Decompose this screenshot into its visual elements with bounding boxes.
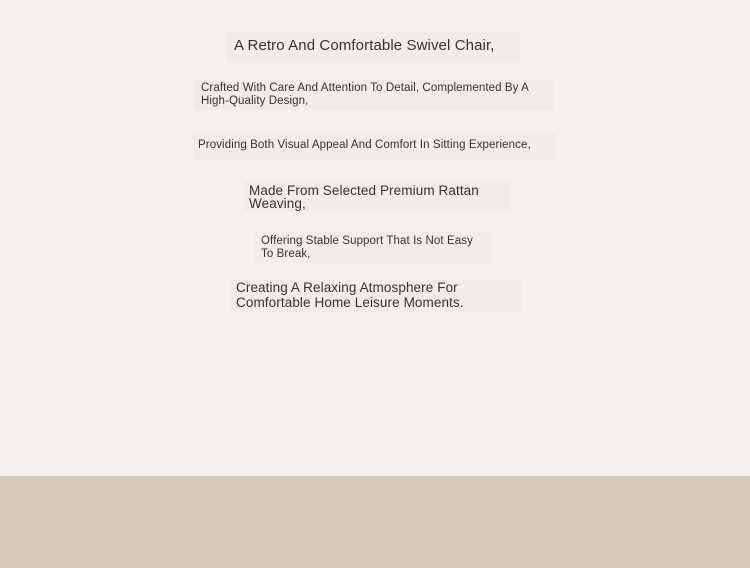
description-line-1: A Retro And Comfortable Swivel Chair, (226, 32, 520, 61)
description-line-4: Made From Selected Premium Rattan Weaving, (244, 181, 510, 211)
description-line-6: Creating A Relaxing Atmosphere For Comfortable Home Leisure Moments. (230, 279, 522, 313)
description-line-5: Offering Stable Support That Is Not Easy To Break, (254, 231, 492, 263)
description-line-2: Crafted With Care And Attention To Detail, Complemented By A High-Quality Design, (194, 80, 554, 110)
bottom-color-band (0, 476, 750, 568)
description-line-3: Providing Both Visual Appeal And Comfort In Sitting Experience, (194, 133, 556, 159)
